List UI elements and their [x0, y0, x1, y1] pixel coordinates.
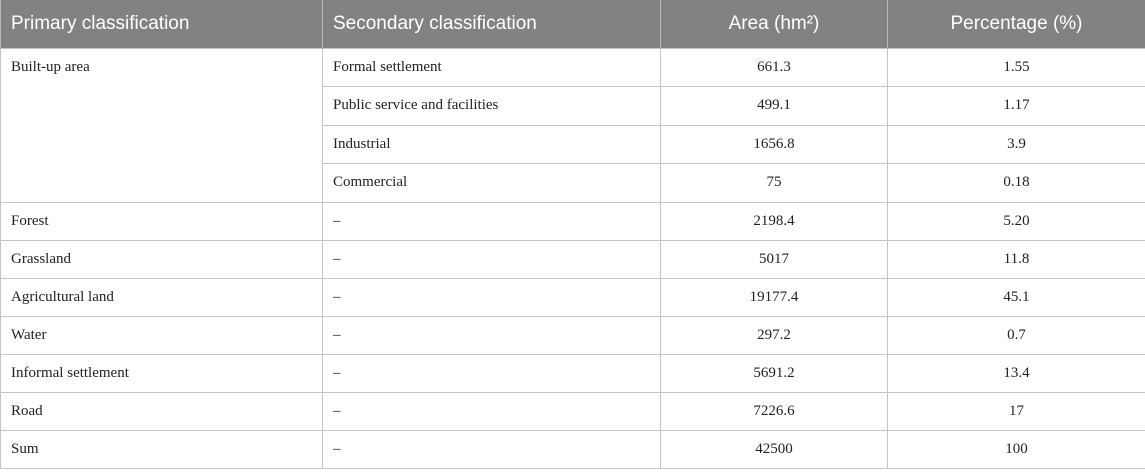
area-cell: 5691.2 [661, 354, 888, 392]
table-header [1, 0, 1145, 48]
percentage-cell: 100 [888, 430, 1145, 468]
secondary-cell: – [323, 202, 661, 240]
header-area: Area (hm²) [661, 0, 888, 48]
percentage-cell: 0.18 [888, 164, 1145, 203]
area-cell: 19177.4 [661, 278, 888, 316]
primary-cell: Grassland [1, 240, 323, 278]
percentage-cell: 11.8 [888, 240, 1145, 278]
primary-cell: Forest [1, 202, 323, 240]
header-primary-classification: Primary classification [1, 0, 323, 48]
secondary-cell: – [323, 316, 661, 354]
primary-cell: Sum [1, 430, 323, 468]
secondary-cell: – [323, 354, 661, 392]
table-row [1, 392, 1145, 430]
secondary-cell: – [323, 240, 661, 278]
area-cell: 297.2 [661, 316, 888, 354]
header-percentage: Percentage (%) [888, 0, 1145, 48]
secondary-cell: Industrial [323, 125, 661, 164]
area-cell: 7226.6 [661, 392, 888, 430]
area-cell: 1656.8 [661, 125, 888, 164]
header-secondary-classification: Secondary classification [323, 0, 661, 48]
table-row [1, 354, 1145, 392]
primary-cell: Agricultural land [1, 278, 323, 316]
primary-cell: Road [1, 392, 323, 430]
table-row [1, 48, 1145, 87]
percentage-cell: 5.20 [888, 202, 1145, 240]
secondary-cell: – [323, 278, 661, 316]
secondary-cell: Commercial [323, 164, 661, 203]
percentage-cell: 17 [888, 392, 1145, 430]
secondary-cell: Public service and facilities [323, 87, 661, 126]
header-row [1, 0, 1145, 48]
percentage-cell: 0.7 [888, 316, 1145, 354]
table-body [1, 48, 1145, 468]
percentage-cell: 1.17 [888, 87, 1145, 126]
secondary-cell: – [323, 392, 661, 430]
secondary-cell: – [323, 430, 661, 468]
area-cell: 499.1 [661, 87, 888, 126]
percentage-cell: 3.9 [888, 125, 1145, 164]
table-row-sum [1, 430, 1145, 468]
primary-cell: Water [1, 316, 323, 354]
area-cell: 75 [661, 164, 888, 203]
percentage-cell: 13.4 [888, 354, 1145, 392]
primary-cell: Informal settlement [1, 354, 323, 392]
table-row [1, 202, 1145, 240]
table-row [1, 240, 1145, 278]
area-cell: 2198.4 [661, 202, 888, 240]
area-cell: 5017 [661, 240, 888, 278]
secondary-cell: Formal settlement [323, 48, 661, 87]
percentage-cell: 45.1 [888, 278, 1145, 316]
area-cell: 42500 [661, 430, 888, 468]
area-cell: 661.3 [661, 48, 888, 87]
percentage-cell: 1.55 [888, 48, 1145, 87]
table-row [1, 278, 1145, 316]
table-row [1, 316, 1145, 354]
primary-cell-built-up: Built-up area [1, 48, 323, 202]
